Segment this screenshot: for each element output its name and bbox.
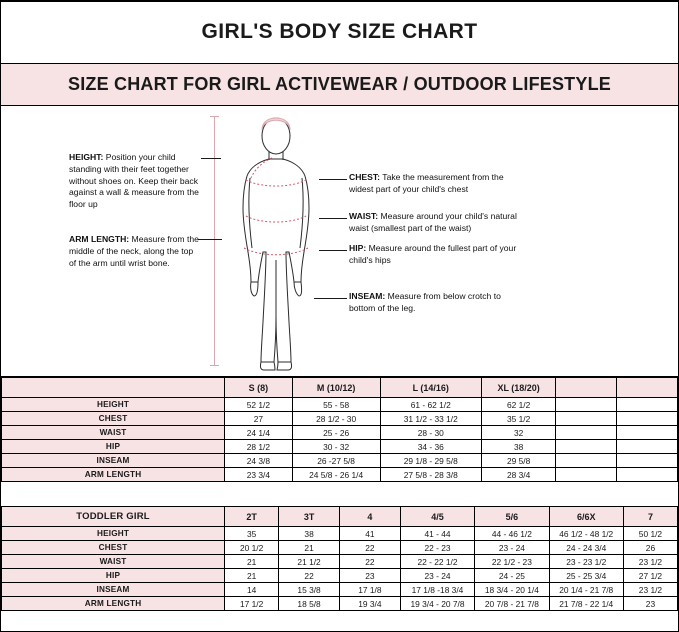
toddler-cell-0-0: 35 bbox=[225, 527, 279, 541]
toddler-cell-5-5: 21 7/8 - 22 1/4 bbox=[549, 597, 623, 611]
toddler-row-1-label: CHEST bbox=[2, 541, 225, 555]
leader-line-arm-length bbox=[198, 239, 222, 240]
leader-line-hip bbox=[319, 250, 347, 251]
callout-hip-label: HIP: bbox=[349, 242, 367, 253]
toddler-row-5-label: ARM LENGTH bbox=[2, 597, 225, 611]
page-title: GIRL'S BODY SIZE CHART bbox=[201, 20, 478, 44]
toddler-cell-2-3: 22 - 22 1/2 bbox=[400, 555, 474, 569]
girls-row-0-label: HEIGHT bbox=[2, 398, 225, 412]
girls-col-3: XL (18/20) bbox=[481, 378, 555, 398]
callout-waist-text: Measure around your child's natural waist (smallest part of the waist) bbox=[349, 210, 517, 233]
toddler-cell-3-4: 24 - 25 bbox=[475, 569, 549, 583]
toddler-cell-0-1: 38 bbox=[279, 527, 340, 541]
toddler-cell-5-4: 20 7/8 - 21 7/8 bbox=[475, 597, 549, 611]
toddler-col-0: 2T bbox=[225, 507, 279, 527]
title-bar bbox=[1, 2, 678, 64]
table-row bbox=[2, 440, 678, 454]
toddler-corner-cell: TODDLER GIRL bbox=[2, 507, 225, 527]
girls-cell-2-1: 25 - 26 bbox=[292, 426, 380, 440]
toddler-col-4: 5/6 bbox=[475, 507, 549, 527]
girls-cell-5-3: 28 3/4 bbox=[481, 468, 555, 482]
subtitle-bar bbox=[1, 64, 678, 106]
callout-arm-length-text: Measure from the middle of the neck, along the top of the arm until wrist bone. bbox=[69, 233, 199, 268]
girls-cell-1-2: 31 1/2 - 33 1/2 bbox=[380, 412, 481, 426]
table-row bbox=[2, 583, 678, 597]
girls-cell-2-4 bbox=[556, 426, 617, 440]
girls-cell-5-4 bbox=[556, 468, 617, 482]
girls-cell-0-0: 52 1/2 bbox=[225, 398, 293, 412]
toddler-cell-2-2: 22 bbox=[339, 555, 400, 569]
girls-cell-1-5 bbox=[617, 412, 678, 426]
table-row bbox=[2, 426, 678, 440]
toddler-col-6: 7 bbox=[623, 507, 677, 527]
callout-height-text: Position your child standing with their feet together without shoes on. Keep their back against a wall & measure from the floor up bbox=[69, 151, 199, 210]
girls-cell-4-4 bbox=[556, 454, 617, 468]
table-row bbox=[2, 468, 678, 482]
toddler-row-3-label: HIP bbox=[2, 569, 225, 583]
girls-size-table-wrap bbox=[1, 377, 678, 502]
toddler-col-1: 3T bbox=[279, 507, 340, 527]
toddler-cell-1-0: 20 1/2 bbox=[225, 541, 279, 555]
table-header-row bbox=[2, 378, 678, 398]
callout-height bbox=[69, 152, 201, 211]
girls-cell-4-1: 26 -27 5/8 bbox=[292, 454, 380, 468]
toddler-cell-3-1: 22 bbox=[279, 569, 340, 583]
girls-row-3-label: HIP bbox=[2, 440, 225, 454]
toddler-cell-5-1: 18 5/8 bbox=[279, 597, 340, 611]
leader-line-waist bbox=[319, 218, 347, 219]
toddler-cell-4-5: 20 1/4 - 21 7/8 bbox=[549, 583, 623, 597]
toddler-cell-0-6: 50 1/2 bbox=[623, 527, 677, 541]
girl-body-figure-icon bbox=[206, 112, 346, 372]
table-row bbox=[2, 569, 678, 583]
measurement-diagram bbox=[1, 106, 678, 378]
toddler-cell-4-1: 15 3/8 bbox=[279, 583, 340, 597]
girls-cell-3-1: 30 - 32 bbox=[292, 440, 380, 454]
toddler-cell-1-3: 22 - 23 bbox=[400, 541, 474, 555]
toddler-cell-2-1: 21 1/2 bbox=[279, 555, 340, 569]
table-row bbox=[2, 398, 678, 412]
toddler-cell-4-4: 18 3/4 - 20 1/4 bbox=[475, 583, 549, 597]
girls-cell-1-4 bbox=[556, 412, 617, 426]
girls-col-0: S (8) bbox=[225, 378, 293, 398]
table-row bbox=[2, 454, 678, 468]
callout-hip-text: Measure around the fullest part of your child's hips bbox=[349, 242, 517, 265]
toddler-row-4-label: INSEAM bbox=[2, 583, 225, 597]
callout-inseam-text: Measure from below crotch to bottom of the leg. bbox=[349, 290, 501, 313]
toddler-cell-0-4: 44 - 46 1/2 bbox=[475, 527, 549, 541]
girls-cell-3-3: 38 bbox=[481, 440, 555, 454]
toddler-cell-3-2: 23 bbox=[339, 569, 400, 583]
toddler-col-5: 6/6X bbox=[549, 507, 623, 527]
girls-cell-2-5 bbox=[617, 426, 678, 440]
girls-corner-cell bbox=[2, 378, 225, 398]
toddler-cell-5-6: 23 bbox=[623, 597, 677, 611]
toddler-size-table bbox=[1, 506, 678, 611]
girls-cell-3-2: 34 - 36 bbox=[380, 440, 481, 454]
table-row bbox=[2, 541, 678, 555]
callout-chest bbox=[349, 172, 527, 196]
girls-cell-4-5 bbox=[617, 454, 678, 468]
callout-chest-text: Take the measurement from the widest part of your child's chest bbox=[349, 171, 504, 194]
girls-cell-4-3: 29 5/8 bbox=[481, 454, 555, 468]
girls-cell-5-1: 24 5/8 - 26 1/4 bbox=[292, 468, 380, 482]
callout-arm-length bbox=[69, 234, 201, 270]
toddler-cell-3-6: 27 1/2 bbox=[623, 569, 677, 583]
girls-cell-1-3: 35 1/2 bbox=[481, 412, 555, 426]
toddler-cell-3-5: 25 - 25 3/4 bbox=[549, 569, 623, 583]
callout-chest-label: CHEST: bbox=[349, 171, 381, 182]
toddler-cell-0-3: 41 - 44 bbox=[400, 527, 474, 541]
toddler-cell-4-0: 14 bbox=[225, 583, 279, 597]
girls-cell-3-0: 28 1/2 bbox=[225, 440, 293, 454]
girls-cell-2-2: 28 - 30 bbox=[380, 426, 481, 440]
toddler-cell-5-2: 19 3/4 bbox=[339, 597, 400, 611]
girls-col-4 bbox=[556, 378, 617, 398]
callout-height-label: HEIGHT: bbox=[69, 151, 104, 162]
leader-line-height bbox=[201, 158, 221, 159]
callout-inseam-label: INSEAM: bbox=[349, 290, 386, 301]
table-row bbox=[2, 555, 678, 569]
toddler-col-2: 4 bbox=[339, 507, 400, 527]
callout-waist bbox=[349, 211, 527, 235]
girls-cell-0-4 bbox=[556, 398, 617, 412]
girls-cell-5-5 bbox=[617, 468, 678, 482]
toddler-size-table-wrap bbox=[1, 506, 678, 631]
toddler-row-0-label: HEIGHT bbox=[2, 527, 225, 541]
toddler-row-2-label: WAIST bbox=[2, 555, 225, 569]
girls-row-5-label: ARM LENGTH bbox=[2, 468, 225, 482]
girls-cell-3-5 bbox=[617, 440, 678, 454]
girls-col-5 bbox=[617, 378, 678, 398]
girls-cell-4-2: 29 1/8 - 29 5/8 bbox=[380, 454, 481, 468]
toddler-col-3: 4/5 bbox=[400, 507, 474, 527]
toddler-cell-2-4: 22 1/2 - 23 bbox=[475, 555, 549, 569]
subtitle: SIZE CHART FOR GIRL ACTIVEWEAR / OUTDOOR LIFESTYLE bbox=[67, 73, 611, 94]
table-header-row bbox=[2, 507, 678, 527]
callout-waist-label: WAIST: bbox=[349, 210, 379, 221]
girls-cell-2-0: 24 1/4 bbox=[225, 426, 293, 440]
leader-line-inseam bbox=[314, 298, 347, 299]
girls-cell-1-1: 28 1/2 - 30 bbox=[292, 412, 380, 426]
girls-cell-5-0: 23 3/4 bbox=[225, 468, 293, 482]
toddler-cell-1-1: 21 bbox=[279, 541, 340, 555]
girls-cell-2-3: 32 bbox=[481, 426, 555, 440]
girls-cell-3-4 bbox=[556, 440, 617, 454]
toddler-cell-0-2: 41 bbox=[339, 527, 400, 541]
toddler-cell-1-6: 26 bbox=[623, 541, 677, 555]
girls-cell-0-3: 62 1/2 bbox=[481, 398, 555, 412]
girls-cell-4-0: 24 3/8 bbox=[225, 454, 293, 468]
toddler-cell-5-0: 17 1/2 bbox=[225, 597, 279, 611]
table-row bbox=[2, 412, 678, 426]
girls-cell-0-5 bbox=[617, 398, 678, 412]
toddler-cell-2-6: 23 1/2 bbox=[623, 555, 677, 569]
girls-cell-1-0: 27 bbox=[225, 412, 293, 426]
girls-cell-0-1: 55 - 58 bbox=[292, 398, 380, 412]
girls-row-1-label: CHEST bbox=[2, 412, 225, 426]
girls-cell-5-2: 27 5/8 - 28 3/8 bbox=[380, 468, 481, 482]
toddler-cell-1-2: 22 bbox=[339, 541, 400, 555]
toddler-cell-2-0: 21 bbox=[225, 555, 279, 569]
girls-row-2-label: WAIST bbox=[2, 426, 225, 440]
toddler-cell-3-3: 23 - 24 bbox=[400, 569, 474, 583]
callout-hip bbox=[349, 243, 527, 267]
girls-row-4-label: INSEAM bbox=[2, 454, 225, 468]
toddler-cell-1-4: 23 - 24 bbox=[475, 541, 549, 555]
girls-cell-0-2: 61 - 62 1/2 bbox=[380, 398, 481, 412]
toddler-cell-5-3: 19 3/4 - 20 7/8 bbox=[400, 597, 474, 611]
girls-col-1: M (10/12) bbox=[292, 378, 380, 398]
table-row bbox=[2, 597, 678, 611]
leader-line-chest bbox=[319, 179, 347, 180]
toddler-cell-3-0: 21 bbox=[225, 569, 279, 583]
toddler-cell-4-6: 23 1/2 bbox=[623, 583, 677, 597]
toddler-cell-2-5: 23 - 23 1/2 bbox=[549, 555, 623, 569]
toddler-cell-4-3: 17 1/8 -18 3/4 bbox=[400, 583, 474, 597]
toddler-cell-4-2: 17 1/8 bbox=[339, 583, 400, 597]
callout-arm-length-label: ARM LENGTH: bbox=[69, 233, 130, 244]
girls-size-table bbox=[1, 377, 678, 482]
toddler-cell-0-5: 46 1/2 - 48 1/2 bbox=[549, 527, 623, 541]
girls-col-2: L (14/16) bbox=[380, 378, 481, 398]
callout-inseam bbox=[349, 291, 527, 315]
table-row bbox=[2, 527, 678, 541]
toddler-cell-1-5: 24 - 24 3/4 bbox=[549, 541, 623, 555]
